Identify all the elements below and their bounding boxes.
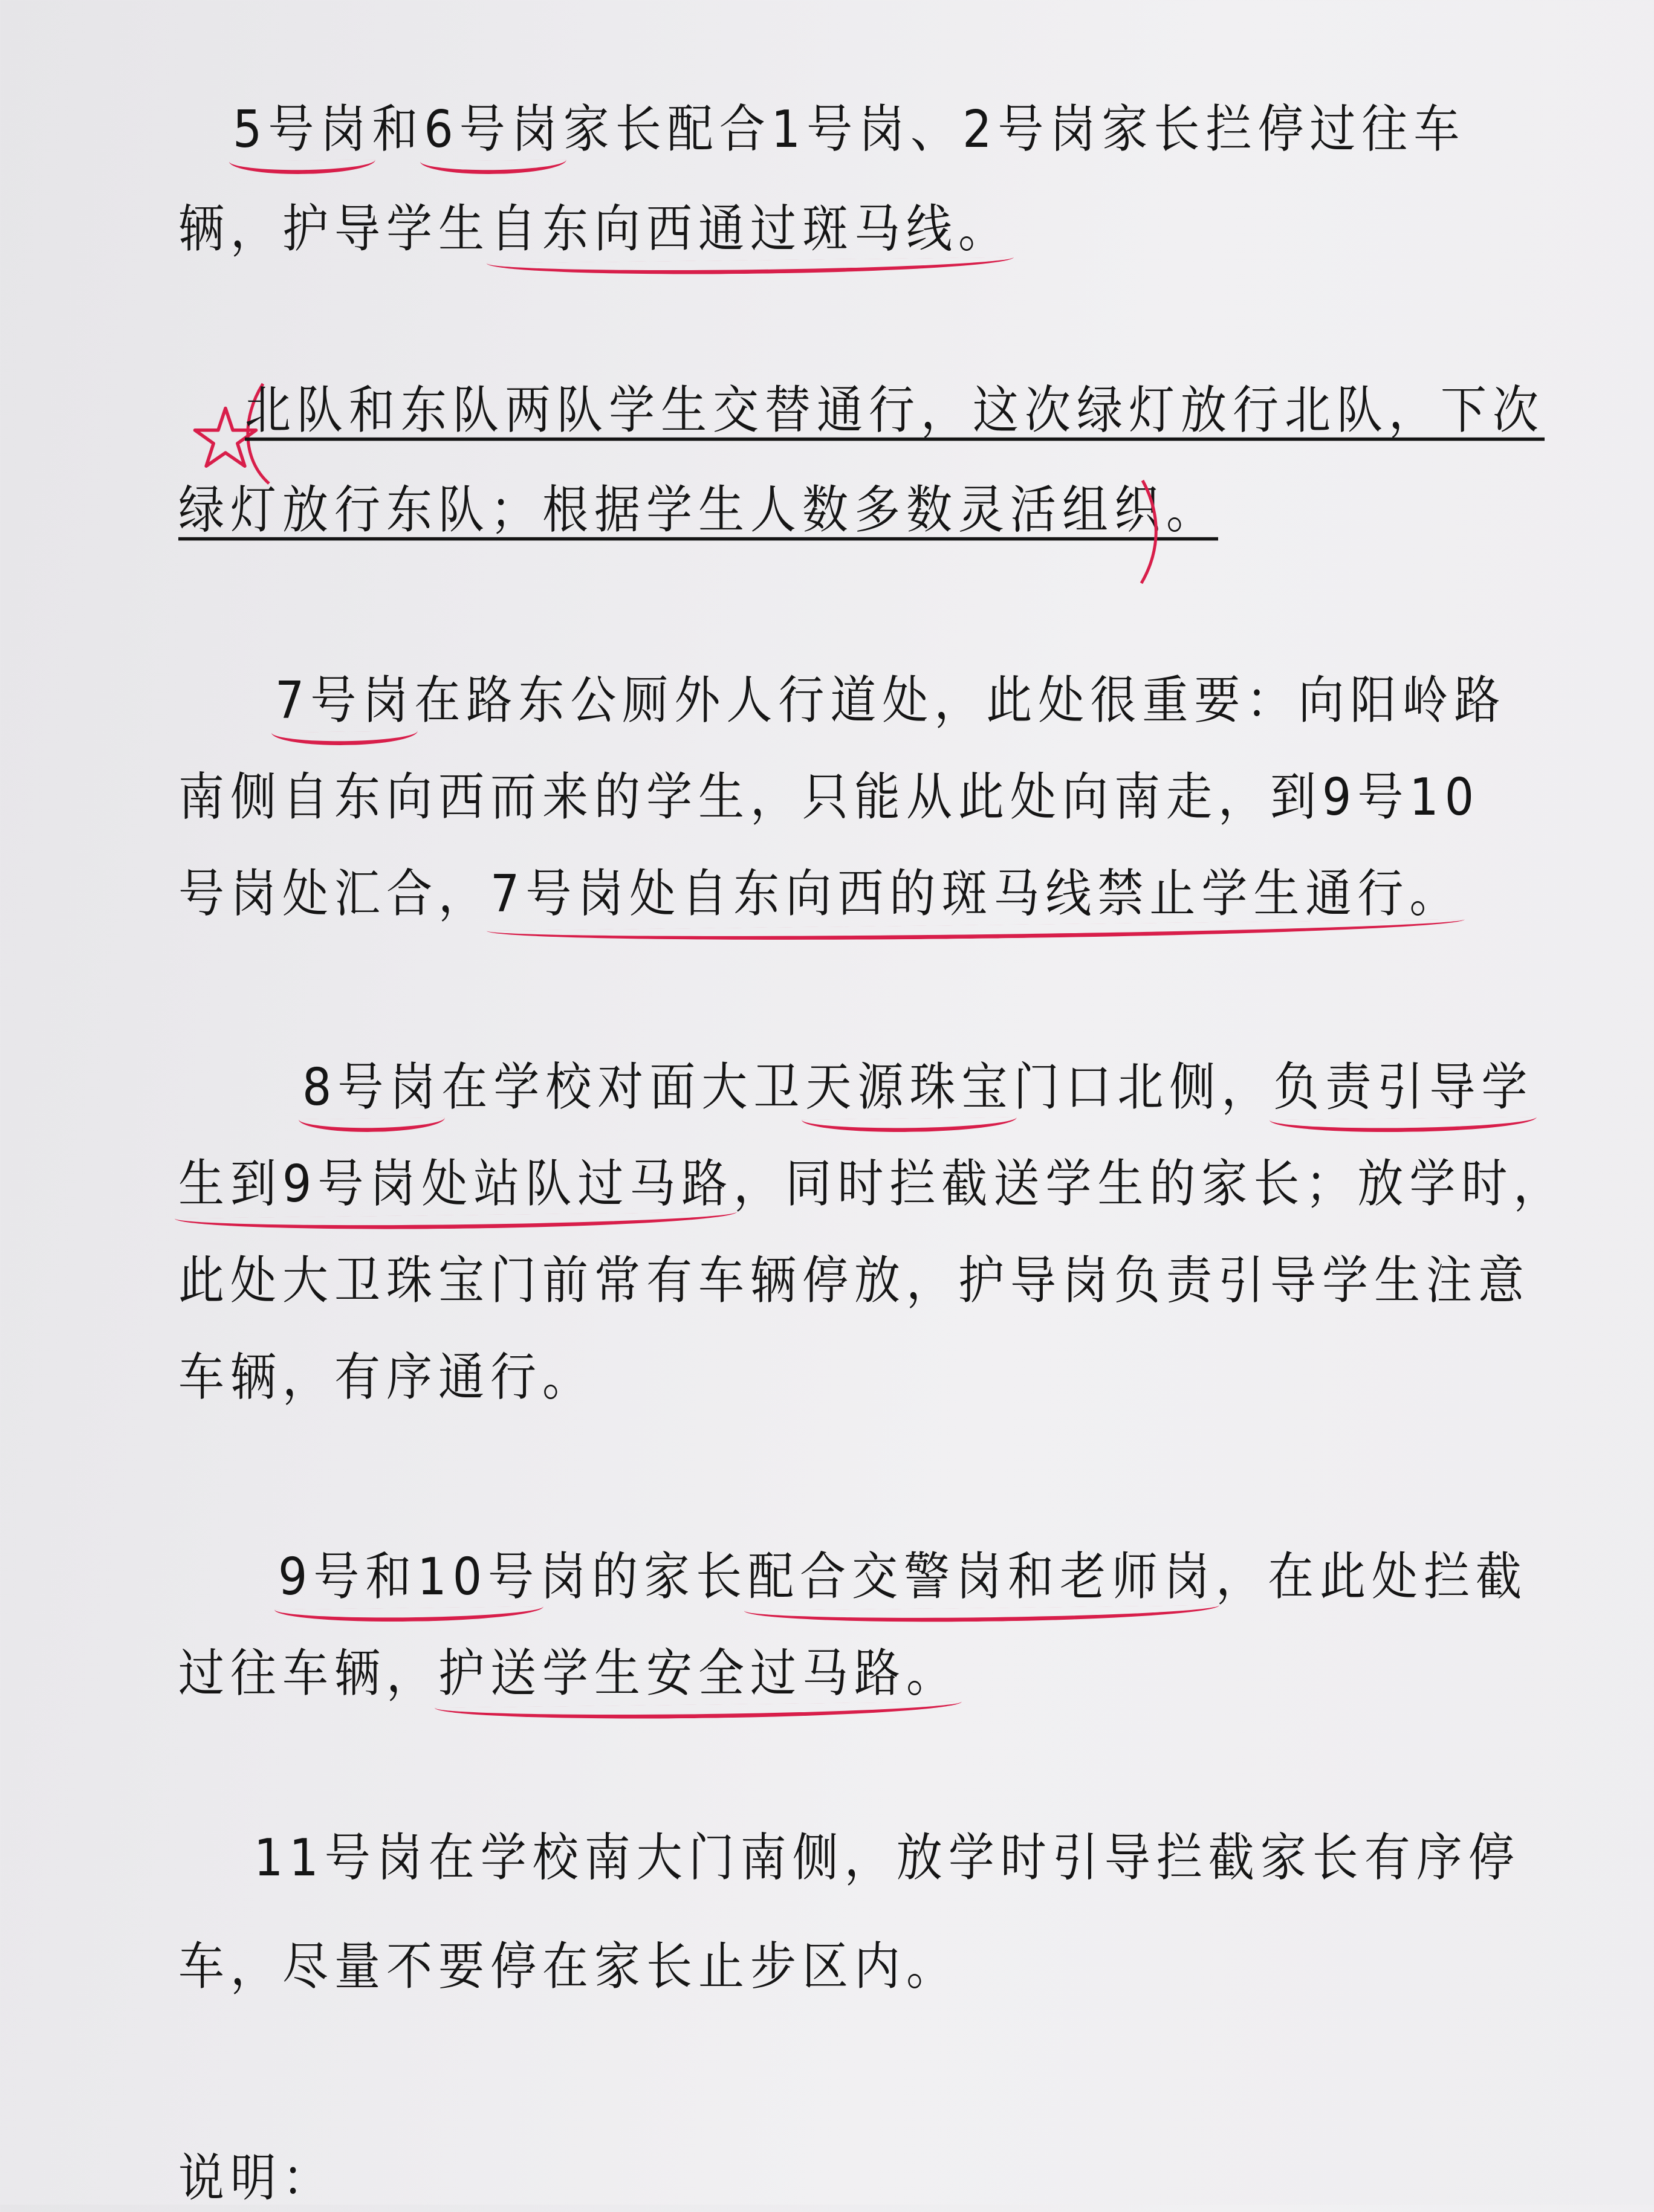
- text-segment: 车，尽量不要停在家长止步区内。: [178, 1936, 958, 1997]
- text-segment-underlined-red: 天源珠宝: [805, 1056, 1014, 1117]
- paragraph-2-line-2: [178, 476, 1218, 544]
- paragraph-4-line-1: [302, 1053, 1533, 1121]
- text-segment-underlined-black: 绿灯放行东队；根据学生人数多数灵活组织。: [178, 479, 1218, 540]
- paragraph-3-line-1: [275, 667, 1506, 734]
- text-segment: 说明：: [178, 2147, 334, 2208]
- text-segment-underlined-red: 6号岗: [424, 99, 563, 160]
- paragraph-3-line-3: [178, 860, 1461, 928]
- text-segment-underlined-red: 自东向西通过斑马线。: [490, 198, 1010, 259]
- text-segment: 号岗处汇合，: [178, 863, 490, 924]
- text-segment-underlined-red: 8号岗: [302, 1056, 442, 1117]
- text-segment-underlined-red: 生到9号岗处站队过马路: [178, 1153, 734, 1214]
- text-segment-underlined-red: 负责引导学: [1273, 1056, 1534, 1117]
- red-bracket-close-icon: [1137, 477, 1167, 586]
- paragraph-3-line-2: [178, 763, 1480, 831]
- paragraph-5-line-1: [278, 1543, 1528, 1611]
- text-segment-underlined-red: 配合交警岗和老师岗: [748, 1546, 1216, 1607]
- note-heading: [178, 2144, 334, 2212]
- text-segment-underlined-red: 7号岗处自东向西的斑马线禁止学生通行。: [490, 863, 1462, 924]
- text-segment: 过往车辆，: [178, 1643, 438, 1704]
- text-segment-underlined-black: 北队和东队两队学生交替通行，这次绿灯放行北队，下次: [245, 380, 1545, 441]
- paragraph-6-line-2: [178, 1933, 958, 2000]
- paragraph-1-line-2: [178, 195, 1010, 263]
- text-segment: 在学校对面大卫: [441, 1056, 806, 1117]
- text-segment: 岗的家长: [540, 1546, 748, 1607]
- text-segment: 在路东公厕外人行道处，此处很重要：向阳岭路: [414, 670, 1506, 731]
- text-segment: 门口北侧，: [1013, 1056, 1274, 1117]
- text-segment: 辆，护导学生: [178, 198, 490, 259]
- paragraph-2-line-1: [245, 377, 1545, 444]
- text-segment-underlined-red: 7号岗: [275, 670, 415, 731]
- paragraph-6-line-1: [254, 1824, 1520, 1892]
- paragraph-1-line-1: [233, 95, 1465, 163]
- paragraph-5-line-2: [178, 1640, 958, 1707]
- text-segment-underlined-red: 护送学生安全过马路。: [438, 1643, 958, 1704]
- text-segment: ，在此处拦截: [1216, 1546, 1528, 1607]
- text-segment-underlined-red: 9号和10号: [278, 1546, 540, 1607]
- paragraph-4-line-3: [178, 1247, 1530, 1315]
- paragraph-4-line-4: [178, 1344, 594, 1411]
- text-segment: ，同时拦截送学生的家长；放学时，: [733, 1153, 1566, 1214]
- text-segment-underlined-red: 5号岗: [233, 99, 372, 160]
- text-segment: 11号岗在学校南大门南侧，放学时引导拦截家长有序停: [254, 1827, 1520, 1888]
- paragraph-4-line-2: [178, 1150, 1565, 1218]
- text-segment: 车辆，有序通行。: [178, 1347, 594, 1408]
- text-segment: 和: [372, 99, 424, 160]
- text-segment: 家长配合1号岗、2号岗家长拦停过往车: [563, 99, 1466, 160]
- text-segment: 此处大卫珠宝门前常有车辆停放，护导岗负责引导学生注意: [178, 1250, 1530, 1311]
- text-segment: 南侧自东向西而来的学生，只能从此处向南走，到9号10: [178, 766, 1480, 827]
